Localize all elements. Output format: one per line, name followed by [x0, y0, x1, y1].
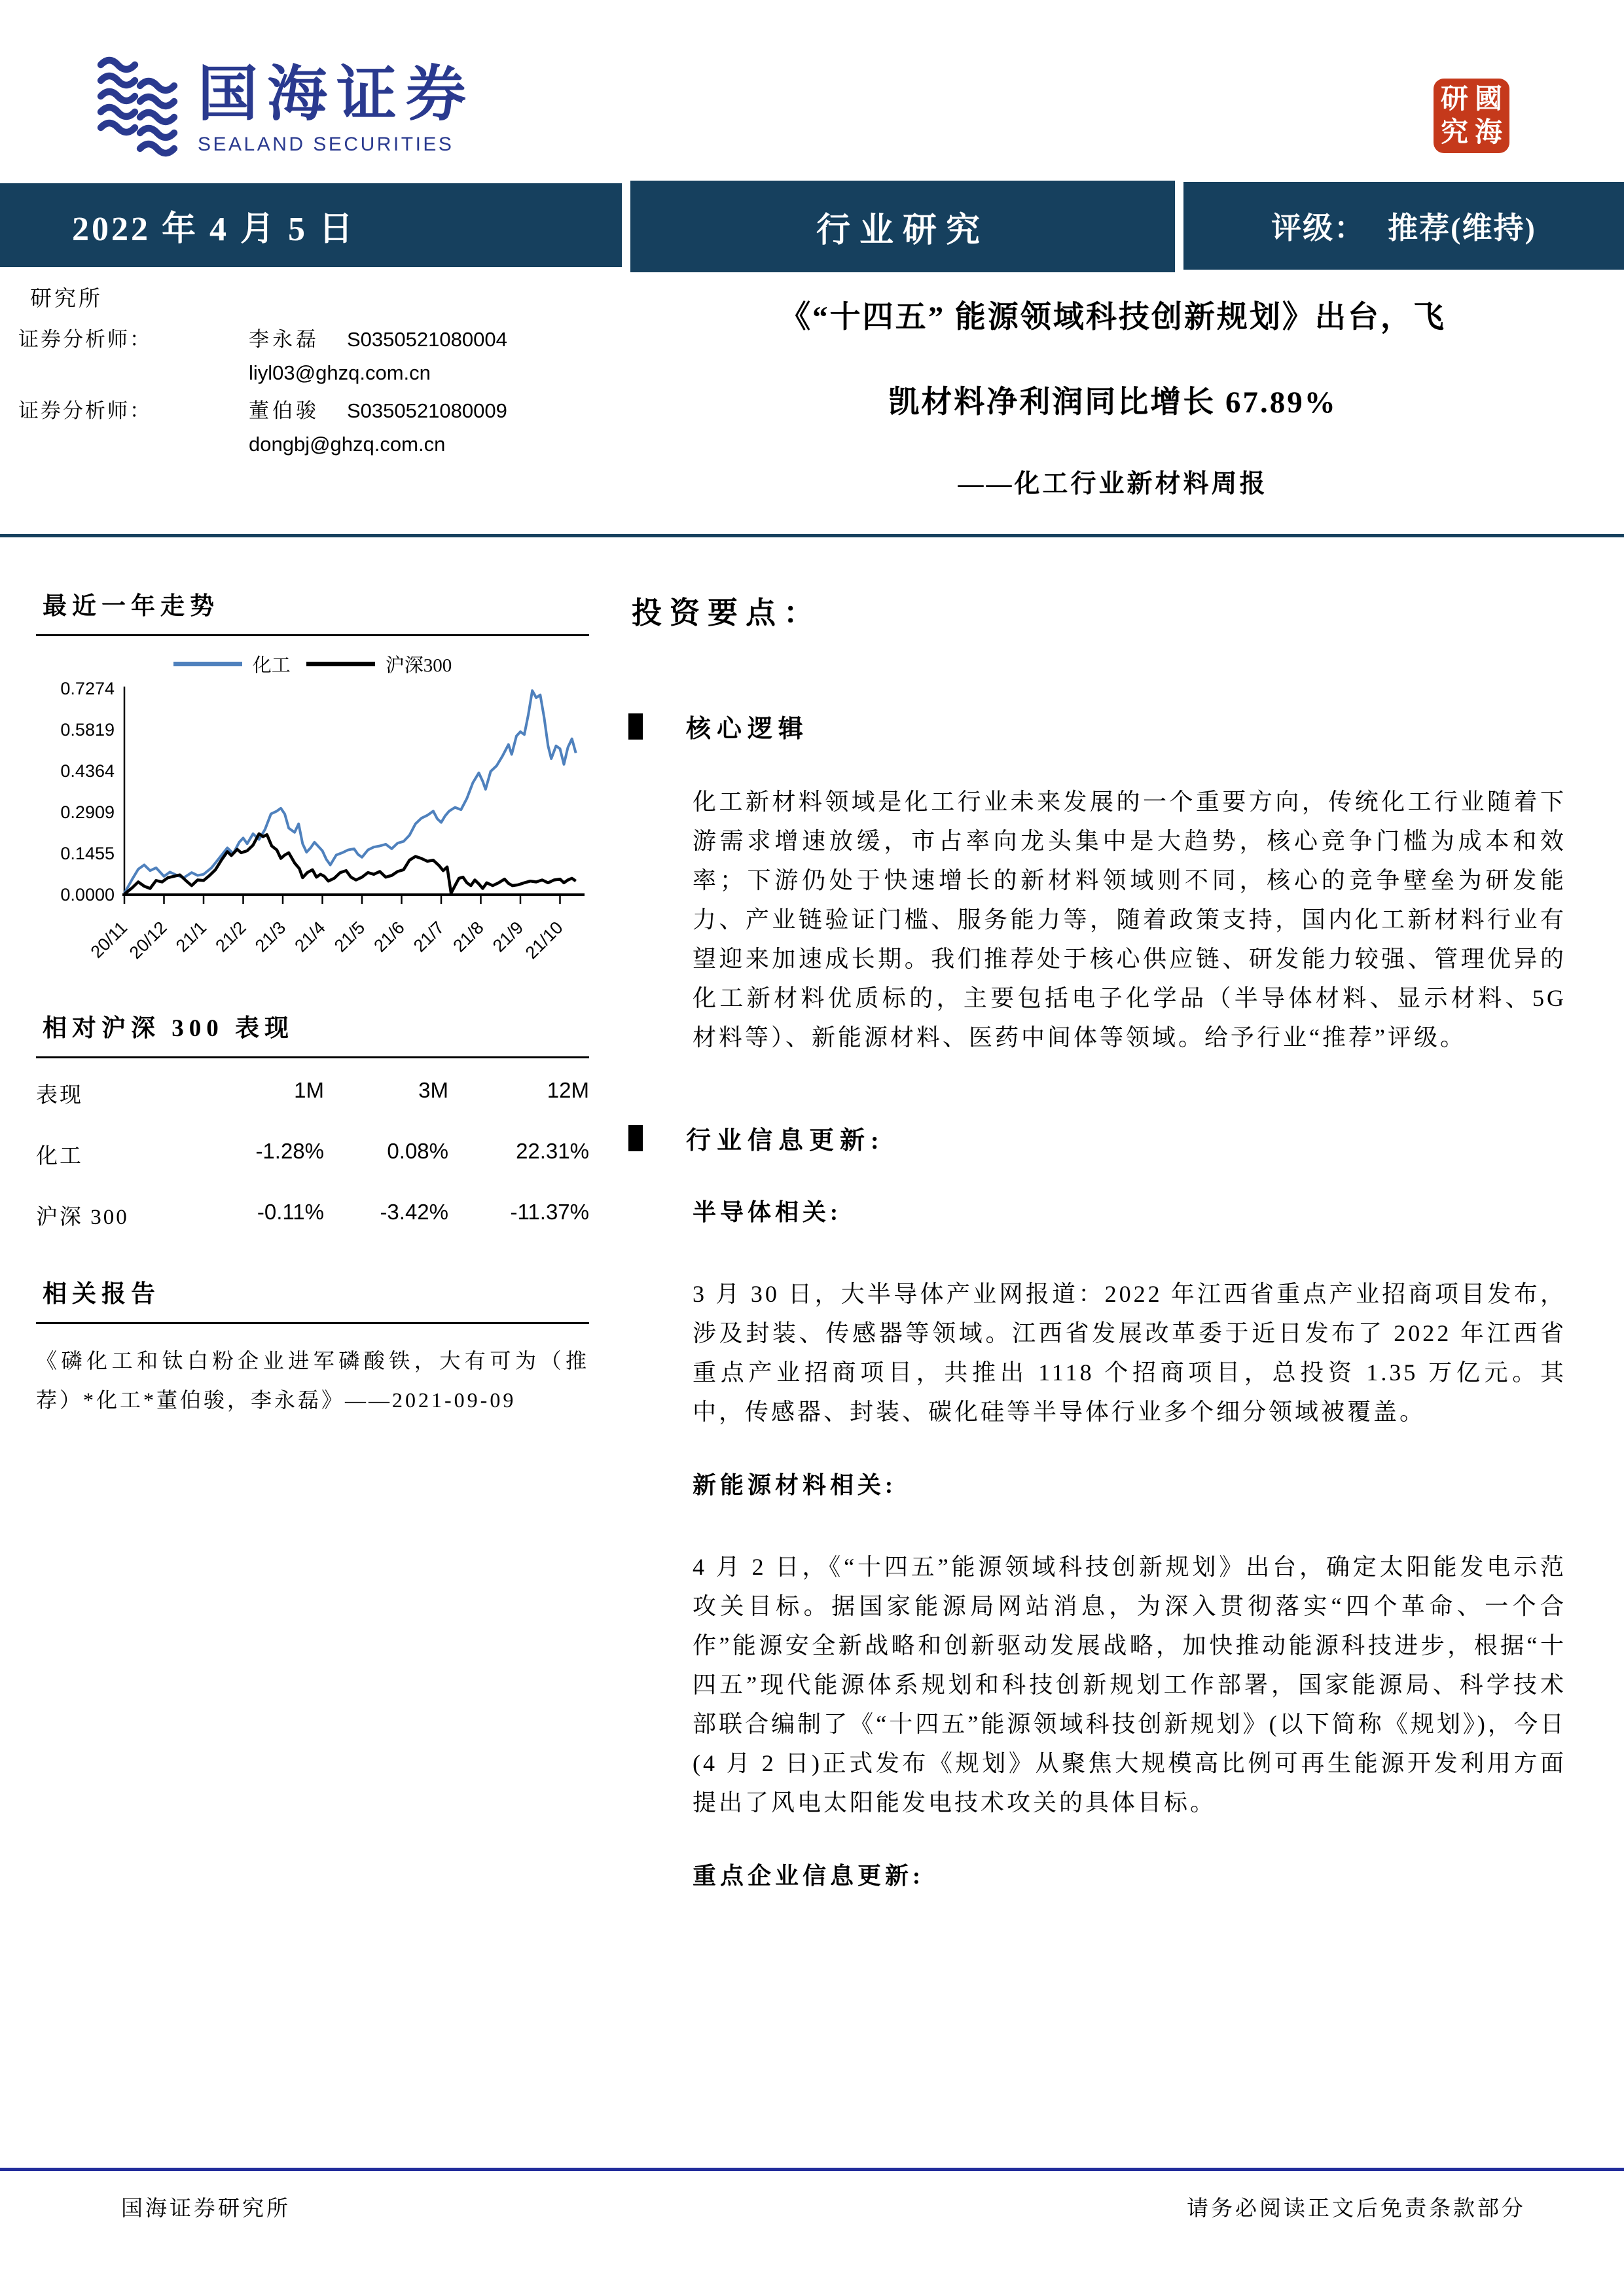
- y-tick-label: 0.1455: [60, 843, 115, 863]
- rating-label: 评级：: [1271, 211, 1366, 245]
- y-tick-label: 0.0000: [60, 885, 115, 905]
- perf-value-cell: -3.42%: [380, 1200, 448, 1224]
- square-bullet-icon: [628, 713, 643, 740]
- x-tick-label: 21/7: [409, 918, 448, 956]
- main-content-column: [628, 589, 1584, 1938]
- legend-line-swatch: [306, 662, 375, 666]
- trend-section-title: 最近一年走势: [36, 586, 589, 636]
- perf-header-cell: 3M: [418, 1078, 448, 1102]
- sealand-waves-icon: [97, 54, 181, 165]
- rating-value: 推荐(维持): [1388, 211, 1536, 245]
- footer-separator-rule: [0, 2168, 1624, 2171]
- brand-name-en: SEALAND SECURITIES: [198, 134, 454, 155]
- seal-char: 海: [1474, 117, 1502, 148]
- y-tick-label: 0.7274: [60, 679, 115, 698]
- header-bar: [0, 181, 1624, 272]
- x-tick-label: 21/6: [370, 918, 408, 956]
- x-tick-label: 21/8: [449, 918, 488, 956]
- research-office-label: 研究所: [30, 287, 103, 311]
- header-category-segment: [630, 181, 1175, 272]
- y-tick-label: 0.5819: [60, 720, 115, 740]
- footer-institute: 国海证券研究所: [121, 2197, 291, 2221]
- new-energy-paragraph: 4 月 2 日，《“十四五”能源领域科技创新规划》出台，确定太阳能发电示范攻关目标。据国家能源局网站消息，为深入贯彻落实“四个革命、一个合作”能源安全新战略和创新驱动发展战略，加快推动能源科技进步，根据“十四五”现代能源体系规划和科技创新规划工作部署，国家能源局、科学技术部联合编制了《“十四五”能源领域科技创新规划》(以下简称《规划》)，今日(4 月 2 日)正式发布《规划》从聚焦大规模高比例可再生能源开发利用方面提出了风电太阳能发电技术攻关的具体目标。: [693, 1554, 1566, 1816]
- analyst-name-cert: [249, 323, 607, 352]
- x-tick-label: 21/5: [330, 918, 369, 956]
- related-report-item: 《磷化工和钛白粉企业进军磷酸铁，大有可为（推荐）*化工*董伯骏，李永磊》——2021-09-09: [36, 1349, 589, 1412]
- core-logic-label: 核心逻辑: [686, 715, 810, 743]
- perf-value-cell: 0.08%: [387, 1139, 448, 1163]
- analyst-role-label: 证券分析师：: [18, 399, 152, 422]
- bullet-core-logic: [628, 708, 1584, 744]
- investment-highlights-heading: 投资要点：: [632, 596, 821, 630]
- series-line-hs300: [124, 834, 576, 894]
- brand-logo: [97, 54, 475, 165]
- perf-header-cell: 1M: [294, 1078, 324, 1102]
- y-tick-label: 0.4364: [60, 761, 115, 781]
- analyst-email: dongbj@ghzq.com.cn: [249, 433, 446, 456]
- report-title-line2: 凯材料净利润同比增长 67.89%: [888, 386, 1337, 420]
- y-tick-label: 0.2909: [60, 802, 115, 823]
- performance-section: [36, 1008, 589, 1230]
- rating-text: [1271, 204, 1536, 247]
- series-line-chem: [124, 691, 576, 893]
- x-tick-label: 21/4: [291, 918, 329, 956]
- new-energy-subheading: 新能源材料相关:: [693, 1472, 897, 1498]
- report-title-block: [622, 296, 1604, 500]
- report-title-line1: 《“十四五” 能源领域科技创新规划》出台，飞: [780, 300, 1446, 334]
- trend-chart: [36, 679, 589, 970]
- related-reports-title: 相关报告: [36, 1274, 589, 1324]
- perf-value-cell: -0.11%: [257, 1200, 324, 1224]
- footer-disclaimer: 请务必阅读正文后免责条款部分: [1187, 2197, 1526, 2221]
- semiconductor-subheading: 半导体相关:: [693, 1199, 842, 1225]
- key-companies-subheading: 重点企业信息更新:: [693, 1863, 924, 1889]
- related-reports-section: [36, 1274, 589, 1420]
- analyst-cert-number: S0350521080004: [347, 328, 507, 351]
- square-bullet-icon: [628, 1125, 643, 1151]
- x-tick-label: 20/11: [86, 918, 132, 962]
- legend-label: 化工: [252, 655, 291, 676]
- analyst-name: 董伯骏: [249, 399, 319, 422]
- research-seal-stamp: [1434, 79, 1509, 153]
- analyst-email: liyl03@ghzq.com.cn: [249, 361, 431, 384]
- header-date-segment: [0, 183, 622, 267]
- perf-value-cell: -11.37%: [510, 1200, 589, 1224]
- industry-update-label: 行业信息更新:: [686, 1127, 885, 1155]
- left-sidebar-column: [36, 586, 589, 1420]
- x-tick-label: 20/12: [125, 918, 171, 963]
- perf-header-cell: 表现: [36, 1084, 83, 1107]
- bullet-industry-update: [628, 1120, 1584, 1156]
- chart-legend: [36, 651, 589, 677]
- x-tick-label: 21/9: [488, 918, 528, 956]
- seal-char: 究: [1440, 117, 1468, 148]
- perf-row-label: 沪深 300: [36, 1206, 129, 1229]
- header-rating-segment: [1183, 182, 1624, 270]
- report-date: 2022 年 4 月 5 日: [72, 210, 356, 248]
- analyst-info-block: [18, 281, 607, 456]
- brand-name-cn: 国海证券: [198, 61, 476, 128]
- x-tick-label: 21/10: [521, 918, 567, 963]
- title-separator-rule: [0, 534, 1624, 537]
- semiconductor-paragraph: 3 月 30 日，大半导体产业网报道：2022 年江西省重点产业招商项目发布，涉及封装、传感器等领域。江西省发展改革委于近日发布了 2022 年江西省重点产业招商项目，共推出 1118 个招商项目，总投资 1.35 万亿元。其中，传感器、封装、碳化硅等半导体行业多个细分领域被覆盖。: [693, 1281, 1566, 1425]
- performance-table: [36, 1078, 589, 1230]
- perf-value-cell: -1.28%: [255, 1139, 324, 1163]
- analyst-name: 李永磊: [249, 328, 319, 351]
- report-subtitle: ——化工行业新材料周报: [958, 470, 1268, 498]
- x-tick-label: 21/1: [171, 918, 211, 956]
- legend-item: [306, 651, 452, 677]
- analyst-name-cert: [249, 394, 607, 423]
- seal-char: 研: [1440, 84, 1468, 115]
- core-logic-paragraph: 化工新材料领域是化工行业未来发展的一个重要方向，传统化工行业随着下游需求增速放缓，市占率向龙头集中是大趋势，核心竞争门槛为成本和效率；下游仍处于快速增长的新材料领域则不同，核心的竞争壁垒为研发能力、产业链验证门槛、服务能力等，随着政策支持，国内化工新材料行业有望迎来加速成长期。我们推荐处于核心供应链、研发能力较强、管理优异的化工新材料优质标的，主要包括电子化学品（半导体材料、显示材料、5G 材料等）、新能源材料、医药中间体等领域。给予行业“推荐”评级。: [693, 789, 1566, 1050]
- analyst-cert-number: S0350521080009: [347, 399, 507, 422]
- perf-row-label: 化工: [36, 1145, 83, 1168]
- legend-item: [173, 651, 291, 677]
- perf-header-cell: 12M: [547, 1078, 589, 1102]
- performance-section-title: 相对沪深 300 表现: [36, 1008, 589, 1058]
- seal-char: 國: [1474, 84, 1502, 115]
- x-tick-label: 21/3: [251, 918, 290, 956]
- analyst-role-label: 证券分析师：: [18, 328, 152, 351]
- legend-label: 沪深300: [385, 655, 452, 676]
- x-tick-label: 21/2: [211, 918, 250, 956]
- legend-line-swatch: [173, 662, 242, 666]
- perf-value-cell: 22.31%: [516, 1139, 589, 1163]
- report-category: 行业研究: [816, 211, 989, 249]
